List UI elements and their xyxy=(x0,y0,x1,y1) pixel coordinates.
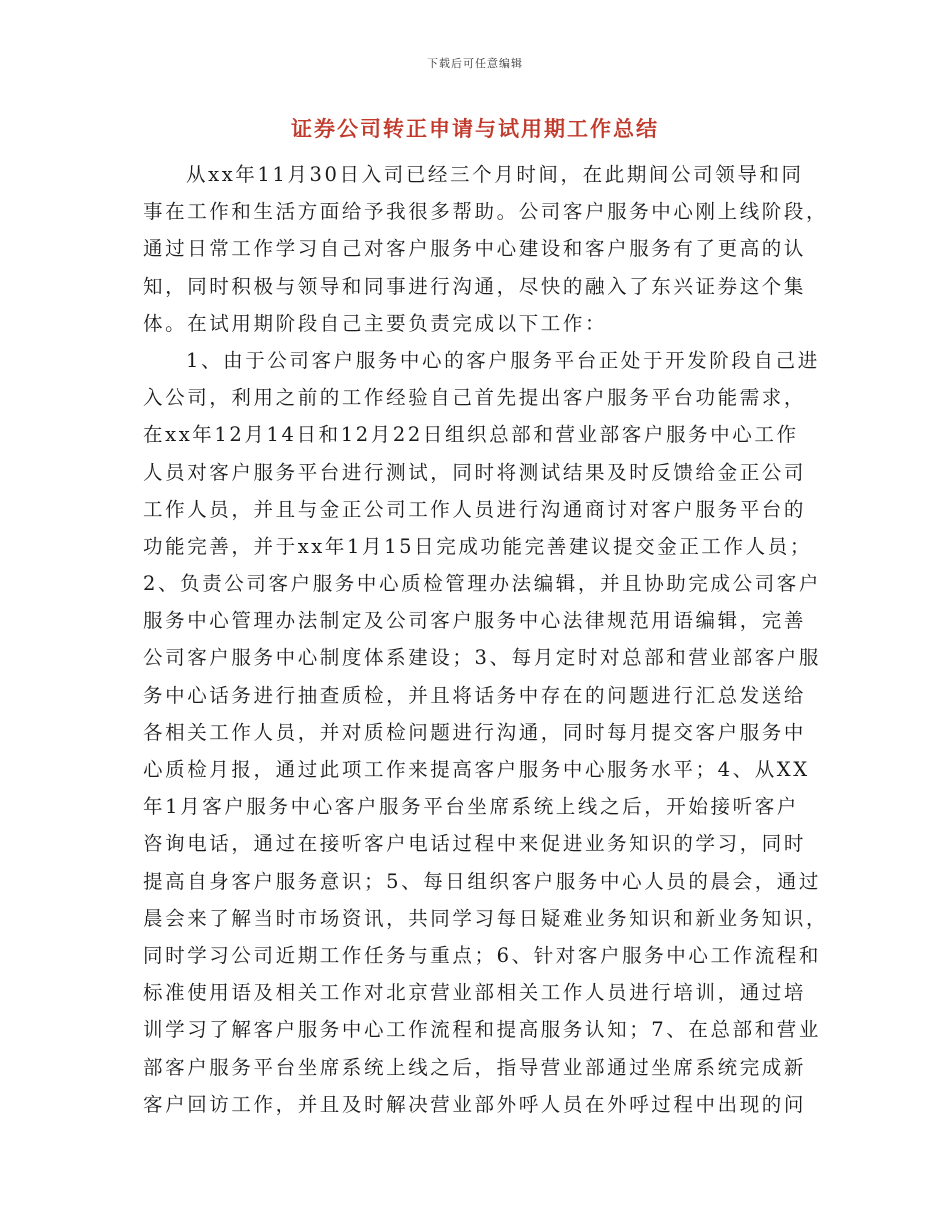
paragraph-line: 服务中心管理办法制定及公司客户服务中心法律规范用语编辑，完善 xyxy=(143,609,807,633)
paragraph-line: 年1月客户服务中心客户服务平台坐席系统上线之后，开始接听客户 xyxy=(143,795,799,819)
paragraph-line: 各相关工作人员，并对质检问题进行沟通，同时每月提交客户服务中 xyxy=(143,720,807,744)
paragraph-line: 标准使用语及相关工作对北京营业部相关工作人员进行培训，通过培 xyxy=(143,981,807,1005)
paragraph-line: 体。在试用期阶段自己主要负责完成以下工作： xyxy=(143,311,608,335)
paragraph-line: 知，同时积极与领导和同事进行沟通，尽快的融入了东兴证券这个集 xyxy=(143,274,807,298)
body-text xyxy=(143,156,829,1123)
paragraph-line: 咨询电话，通过在接听客户电话过程中来促进业务知识的学习，同时 xyxy=(143,832,807,856)
paragraph-line: 从xx年11月30日入司已经三个月时间，在此期间公司领导和同 xyxy=(186,163,804,186)
paragraph-line: 训学习了解客户服务中心工作流程和提高服务认知；7、在总部和营业 xyxy=(143,1018,822,1042)
paragraph-line: 功能完善，并于xx年1月15日完成功能完善建议提交金正工作人员； xyxy=(143,534,812,558)
paragraph-line: 提高自身客户服务意识；5、每日组织客户服务中心人员的晨会，通过 xyxy=(143,869,822,893)
paragraph-line: 事在工作和生活方面给予我很多帮助。公司客户服务中心刚上线阶段， xyxy=(143,200,829,224)
paragraph-line: 晨会来了解当时市场资讯，共同学习每日疑难业务知识和新业务知识， xyxy=(143,906,829,930)
paragraph-line: 工作人员，并且与金正公司工作人员进行沟通商讨对客户服务平台的 xyxy=(143,497,807,521)
paragraph-line: 2、负责公司客户服务中心质检管理办法编辑，并且协助完成公司客户 xyxy=(143,572,822,596)
paragraph-line: 客户回访工作，并且及时解决营业部外呼人员在外呼过程中出现的问 xyxy=(143,1092,807,1116)
paragraph-line: 人员对客户服务平台进行测试，同时将测试结果及时反馈给金正公司 xyxy=(143,460,807,484)
header-note: 下载后可任意编辑 xyxy=(427,57,523,70)
paragraph-line: 心质检月报，通过此项工作来提高客户服务中心服务水平；4、从XX xyxy=(143,758,810,781)
page-title: 证券公司转正申请与试用期工作总结 xyxy=(291,116,659,141)
paragraph-line: 部客户服务平台坐席系统上线之后，指导营业部通过坐席系统完成新 xyxy=(143,1055,807,1079)
paragraph-line: 务中心话务进行抽查质检，并且将话务中存在的问题进行汇总发送给 xyxy=(143,683,807,707)
paragraph-line: 同时学习公司近期工作任务与重点；6、针对客户服务中心工作流程和 xyxy=(143,943,822,967)
paragraph-line: 通过日常工作学习自己对客户服务中心建设和客户服务有了更高的认 xyxy=(143,237,807,261)
paragraph-line: 公司客户服务中心制度体系建设；3、每月定时对总部和营业部客户服 xyxy=(143,646,822,670)
paragraph-line: 入公司，利用之前的工作经验自己首先提出客户服务平台功能需求， xyxy=(143,386,807,410)
paragraph-line: 在xx年12月14日和12月22日组织总部和营业部客户服务中心工作 xyxy=(143,423,799,447)
paragraph-line: 1、由于公司客户服务中心的客户服务平台正处于开发阶段自己进 xyxy=(186,348,820,372)
